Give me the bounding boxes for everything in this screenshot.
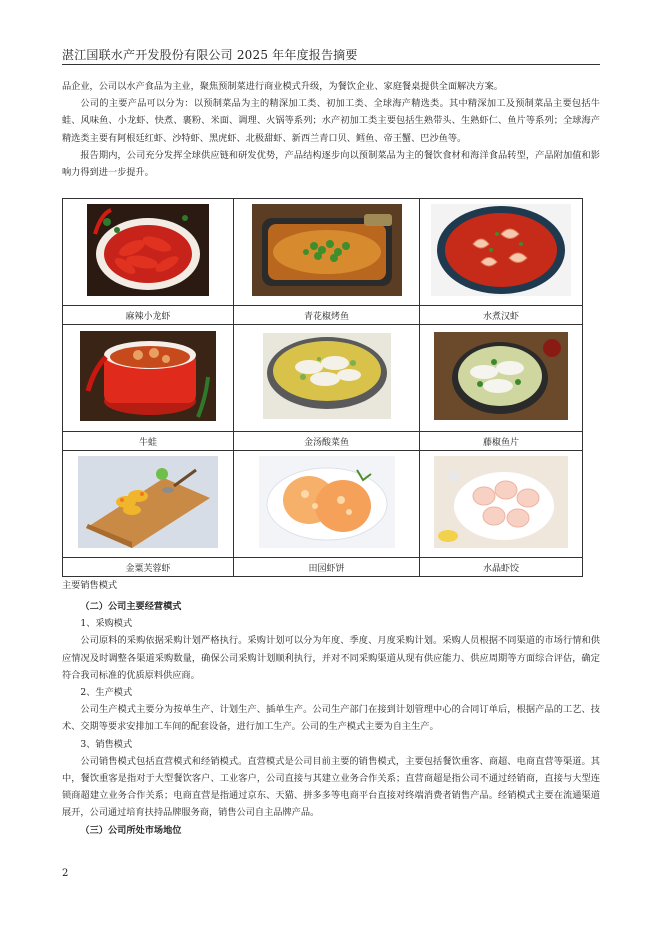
intro-paragraph-2: 公司的主要产品可以分为：以预制菜品为主的精深加工类、初加工类、全球海产精选类。其中精深加工及预制菜品主要包括牛蛙、风味鱼、小龙虾、快煮、裹粉、米面、调理、火锅等系列；水产初加工类主要包括生熟带头、生熟虾仁、鱼片等系列；全球海产精选类主要有阿根廷红虾、沙特虾、黑虎虾、北极甜虾、新西兰青口贝、鳕鱼、帝王蟹、巴沙鱼等。 [62, 98, 600, 144]
corn-shrimp-photo [78, 456, 218, 548]
product-name: 藤椒鱼片 [420, 432, 583, 451]
bullfrog-photo [80, 331, 216, 421]
product-image-cell [234, 325, 420, 432]
sauerkraut-fish-photo [263, 333, 391, 419]
product-image-cell [63, 451, 234, 558]
section-heading: （二）公司主要经营模式 [80, 601, 182, 612]
product-image-cell [63, 325, 234, 432]
product-image-cell [234, 199, 420, 306]
pepper-fish-photo [434, 332, 568, 420]
product-image-row [63, 451, 583, 558]
intro-text [62, 78, 600, 181]
subsection-title: 1、采购模式 [80, 618, 133, 630]
product-name: 牛蛙 [63, 432, 234, 451]
header-divider [62, 64, 600, 65]
product-name: 田园虾饼 [234, 558, 420, 577]
product-label-row [63, 432, 583, 451]
product-name: 水煮汉虾 [420, 306, 583, 325]
product-image-cell [420, 325, 583, 432]
boiled-shrimp-photo [431, 204, 571, 296]
product-name: 麻辣小龙虾 [63, 306, 234, 325]
business-model-section [62, 598, 600, 839]
page-number: 2 [62, 868, 69, 879]
product-image-row [63, 325, 583, 432]
product-name: 青花椒烤鱼 [234, 306, 420, 325]
section-heading: （三）公司所处市场地位 [80, 824, 182, 836]
product-image-cell [234, 451, 420, 558]
sales-paragraph: 公司销售模式包括直营模式和经销模式。直营模式是公司目前主要的销售模式，主要包括餐饮重客、商超、电商直营等渠道。其中，餐饮重客是指对于大型餐饮客户、工业客户，公司直接与其建立业务合作关系；直营商超是指公司不通过经销商，直接与大型连锁商超建立业务合作关系；电商直营是指通过京东、天猫、拼多多等电商平台直接对终端消费者销售产品。经销模式主要在流通渠道展开，公司通过培育扶持品牌服务商，销售公司自主品牌产品。 [62, 755, 600, 819]
product-image-cell [420, 199, 583, 306]
report-header: 湛江国联水产开发股份有限公司 2025 年年度报告摘要 [62, 48, 358, 62]
subsection-title: 3、销售模式 [80, 738, 133, 750]
intro-paragraph-1: 品企业，公司以水产食品为主业，聚焦预制菜进行商业模式升级，为餐饮企业、家庭餐桌提供全面解决方案。 [62, 81, 503, 92]
grilled-fish-photo [252, 204, 402, 296]
product-label-row [63, 306, 583, 325]
product-image-cell [63, 199, 234, 306]
production-paragraph: 公司生产模式主要分为按单生产、计划生产、插单生产。公司生产部门在接到计划管理中心的合同订单后，根据产品的工艺、技术、交期等要求安排加工车间的配套设备，进行加工生产。公司的生产模式主要为自主生产。 [62, 704, 600, 733]
product-label-row [63, 558, 583, 577]
crayfish-photo [87, 204, 209, 296]
intro-paragraph-3: 报告期内，公司充分发挥全球供应链和研发优势，产品结构逐步向以预制菜品为主的餐饮食材和海洋食品转型，产品附加值和影响力得到进一步提升。 [62, 149, 600, 179]
product-name: 金粟芙蓉虾 [63, 558, 234, 577]
procurement-paragraph: 公司原料的采购依据采购计划严格执行。采购计划可以分为年度、季度、月度采购计划。采购人员根据不同渠道的市场行情和供应情况及时调整各渠道采购数量，确保公司采购计划顺利执行，并对不同采购渠道从现有供应能力、供应周期等方面综合评估，确定符合我司标准的优质原料供应商。 [62, 635, 600, 681]
product-name: 水晶虾饺 [420, 558, 583, 577]
sales-mode-caption: 主要销售模式 [62, 580, 118, 591]
product-table [62, 198, 583, 577]
product-image-cell [420, 451, 583, 558]
shrimp-dumpling-photo [434, 456, 568, 548]
product-name: 金汤酸菜鱼 [234, 432, 420, 451]
shrimp-cake-photo [259, 456, 395, 548]
subsection-title: 2、生产模式 [80, 687, 133, 699]
product-image-row [63, 199, 583, 306]
